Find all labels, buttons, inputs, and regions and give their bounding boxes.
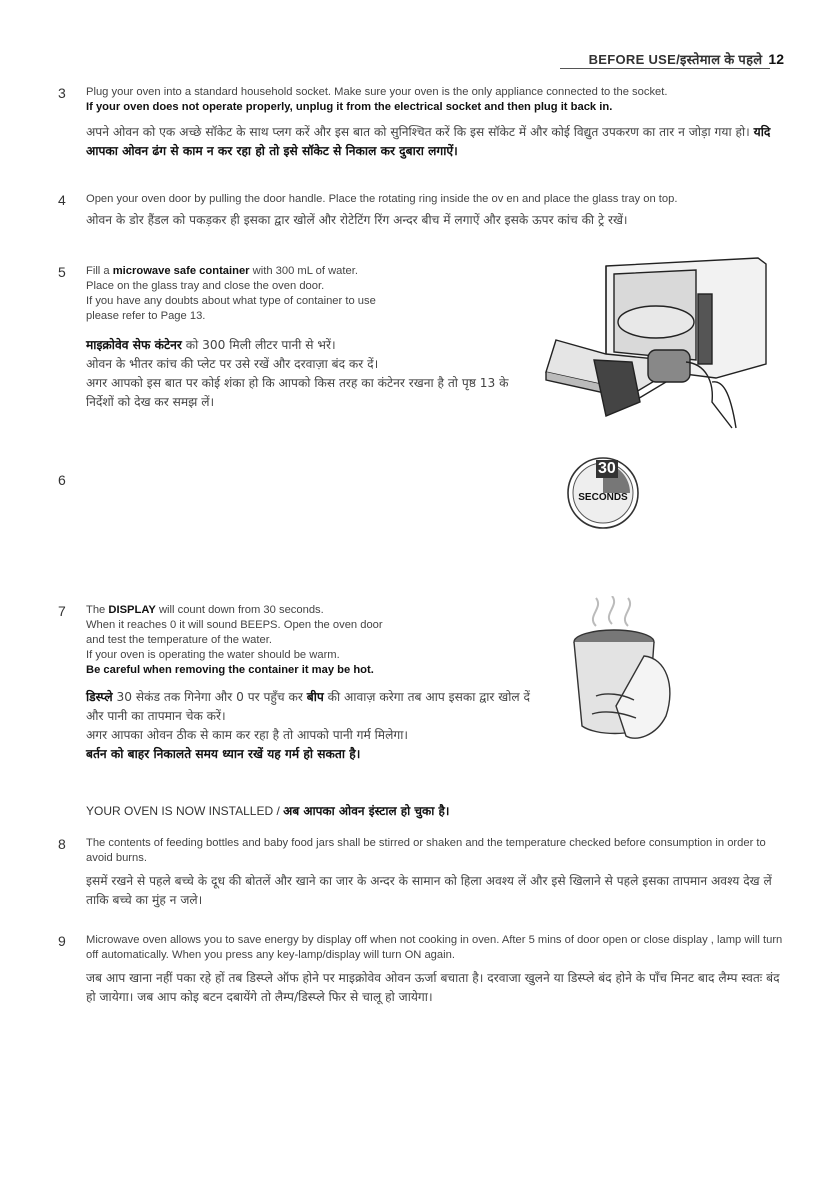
installed-banner: YOUR OVEN IS NOW INSTALLED / अब आपका ओवन इंस्टाल हो चुका है।: [86, 804, 450, 818]
step-5-hindi: माइक्रोवेव सेफ कंटेनर को 300 मिली लीटर पानी से भरें। ओवन के भीतर कांच की प्लेट पर उसे रखें और दरवाज़ा बंद कर दें। अगर आपको इस बात पर कोई शंका हो कि आपको किस तरह का कंटेनर रखना है तो पृष्ठ 13 के निर्देशों को देख कर समझ लें।: [86, 338, 509, 409]
page-header: [589, 50, 784, 68]
hot-cup-illustration: [556, 596, 686, 746]
step-7-english: The DISPLAY will count down from 30 seconds. When it reaches 0 it will sound BEEPS. Open the oven door and test the temperature of the water. If your oven is operating the water should be warm. Be careful when removing the container it may be hot.: [86, 604, 383, 676]
header-rule: [560, 68, 770, 69]
step-7-warning: Be careful when removing the container it may be hot.: [86, 664, 374, 676]
step-3-hindi: अपने ओवन को एक अच्छे सॉकेट के साथ प्लग करें और इस बात को सुनिश्चित करें कि इस सॉकेट में और कोई विद्युत उपकरण का तार न जोड़ा गया हो। यदि आपका ओवन ढंग से काम न कर रहा हो तो इसे सॉकेट से निकाल कर दुबारा लगाऐं।: [86, 125, 771, 158]
step-7-hindi-warning: बर्तन को बाहर निकालते समय ध्यान रखें यह गर्म हो सकता है।: [86, 747, 361, 761]
step-number: 7: [58, 603, 66, 619]
timer-number: 30: [598, 460, 616, 477]
page-number: 12: [768, 51, 784, 67]
step-number: 5: [58, 264, 66, 280]
section-title: BEFORE USE/इस्तेमाल के पहले: [588, 52, 763, 67]
step-3-english: Plug your oven into a standard household socket. Make sure your oven is the only appliance connected to the socket. If your oven does not operate properly, unplug it from the electrical socket and then plug it back in.: [86, 86, 668, 113]
step-3-warning: If your oven does not operate properly, unplug it from the electrical socket and then plug it back in.: [86, 101, 613, 113]
step-9: [58, 933, 784, 1007]
step-4-hindi: ओवन के डोर हैंडल को पकड़कर ही इसका द्वार खोलें और रोटेटिंग रिंग अन्दर बीच में लगाऐं और इसके ऊपर कांच की ट्रे रखें।: [86, 213, 628, 227]
step-5-english: Fill a microwave safe container with 300 mL of water. Place on the glass tray and close the oven door. If you have any doubts about what type of container to use please refer to Page 13.: [86, 265, 376, 322]
step-8-english: The contents of feeding bottles and baby food jars shall be stirred or shaken and the temperature checked before consumption in order to avoid burns.: [86, 837, 766, 864]
step-4-english: Open your oven door by pulling the door handle. Place the rotating ring inside the ov en and place the glass tray on top.: [86, 193, 678, 205]
step-4: [58, 192, 784, 230]
step-9-hindi: जब आप खाना नहीं पका रहे हों तब डिस्प्ले ऑफ होने पर माइक्रोवेव ओवन ऊर्जा बचाता है। दरवाजा खुलने या डिस्प्ले बंद होने के पाँच मिनट बाद लैम्प स्वतः बंद हो जायेगा। जब आप कोइ बटन दबायेंगे तो लैम्प/डिस्प्ले फिर से चालू हो जायेगा।: [86, 971, 780, 1004]
step-number: 4: [58, 192, 66, 208]
step-7-hindi: डिस्प्ले 30 सेकंड तक गिनेगा और 0 पर पहुँच कर बीप की आवाज़ करेगा तब आप इसका द्वार खोल दें और पानी का तापमान चेक करें। अगर आपका ओवन ठीक से काम कर रहा है तो आपको पानी गर्म मिलेगा। बर्तन को बाहर निकालते समय ध्यान रखें यह गर्म हो सकता है।: [86, 690, 530, 761]
step-8-hindi: इसमें रखने से पहले बच्चे के दूध की बोतलें और खाने का जार के अन्दर के सामान को हिला अवश्य लें और इसे खिलाने से पहले इसका तापमान अवश्य देख लें ताकि बच्चे का मुंह न जले।: [86, 874, 772, 907]
timer-badge: [566, 456, 640, 530]
step-9-english: Microwave oven allows you to save energy by display off when not cooking in oven. After 5 mins of door open or close display , lamp will turn off automatically. When you press any key-lamp/display will turn ON again.: [86, 934, 783, 961]
oven-illustration: [536, 252, 776, 432]
step-number: 3: [58, 85, 66, 101]
step-3: [58, 85, 784, 161]
step-number: 9: [58, 933, 66, 949]
step-number: 6: [58, 472, 66, 488]
step-number: 8: [58, 836, 66, 852]
timer-label: SECONDS: [578, 492, 628, 503]
step-3-hindi-warning: यदि आपका ओवन ढंग से काम न कर रहा हो तो इसे सॉकेट से निकाल कर दुबारा लगाऐं।: [86, 125, 771, 158]
step-8: [58, 836, 784, 910]
